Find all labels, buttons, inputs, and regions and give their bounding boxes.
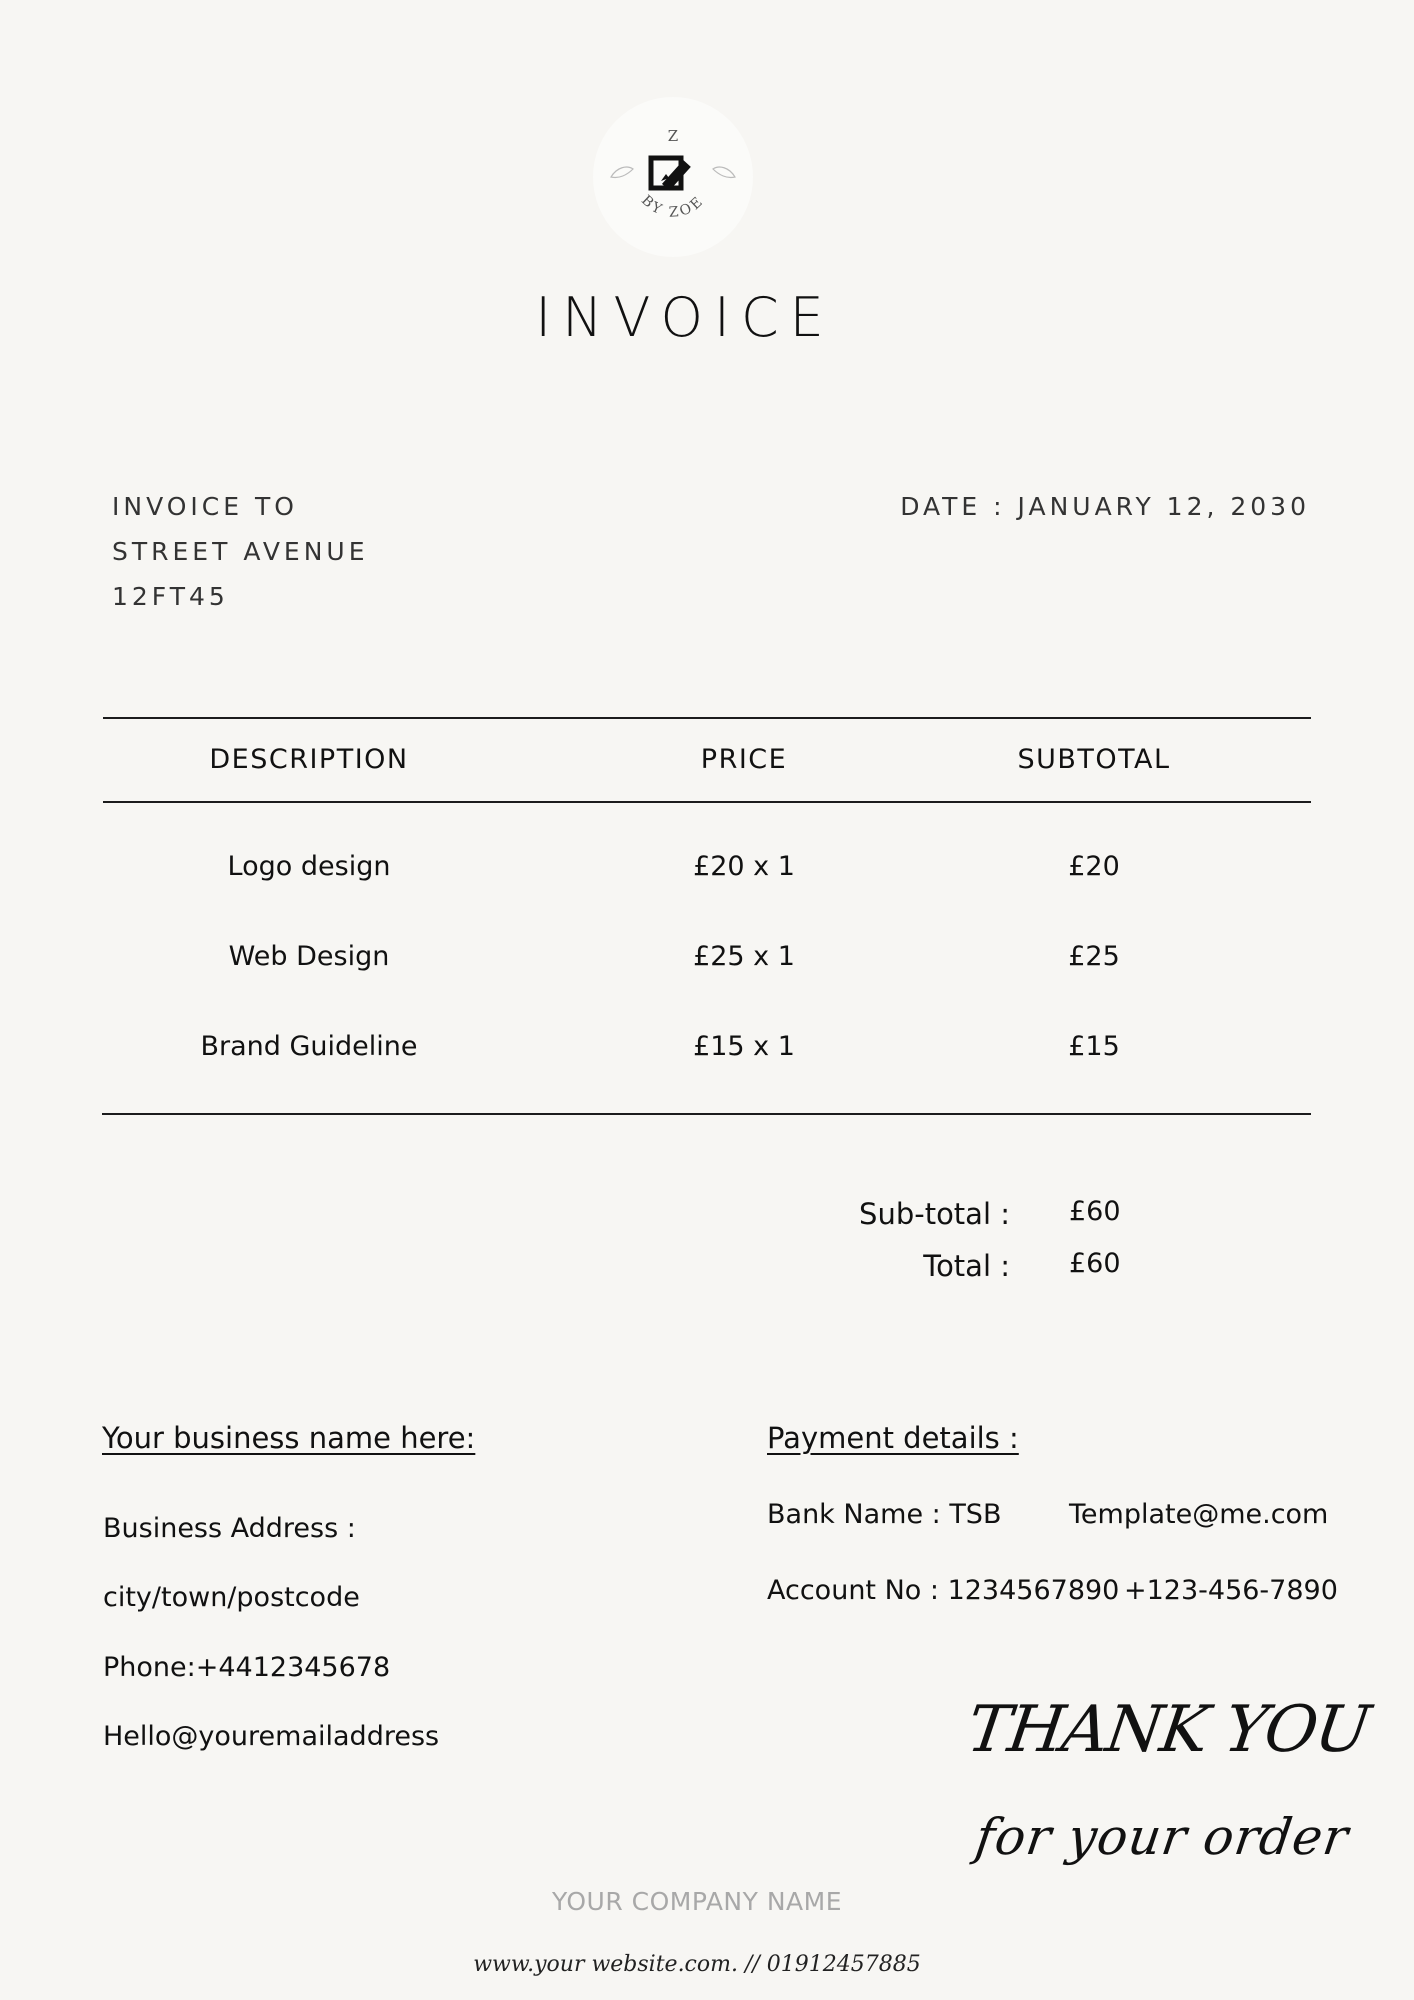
- invoice-to-code: 12FT45: [112, 582, 229, 611]
- header-description: DESCRIPTION: [209, 744, 409, 775]
- table-bottom-rule: [102, 1113, 1311, 1115]
- for-your-order-text: for your order: [971, 1808, 1353, 1866]
- row-2-subtotal: £25: [1068, 941, 1120, 972]
- payment-phone: +123-456-7890: [1124, 1575, 1338, 1606]
- row-3-description: Brand Guideline: [200, 1031, 418, 1062]
- header-subtotal: SUBTOTAL: [1017, 744, 1171, 775]
- logo-arc-text: [593, 97, 753, 257]
- footer-website-phone: www.your website.com. // 01912457885: [473, 1952, 921, 1977]
- row-1-description: Logo design: [227, 851, 391, 882]
- invoice-to-label: INVOICE TO: [112, 492, 298, 521]
- footer-company-name: YOUR COMPANY NAME: [551, 1887, 843, 1916]
- invoice-to-street: STREET AVENUE: [112, 537, 369, 566]
- payment-details-heading: Payment details :: [767, 1421, 1019, 1455]
- payment-account-number: Account No : 1234567890: [767, 1575, 1120, 1606]
- row-1-price: £20 x 1: [693, 851, 795, 882]
- page-title: INVOICE: [535, 286, 835, 349]
- business-name-heading: Your business name here:: [102, 1421, 476, 1455]
- business-address: Business Address :: [103, 1513, 356, 1544]
- row-2-price: £25 x 1: [693, 941, 795, 972]
- invoice-to-block: [112, 484, 369, 619]
- row-2-description: Web Design: [228, 941, 390, 972]
- subtotal-label: Sub-total :: [859, 1197, 1010, 1231]
- total-label: Total :: [923, 1249, 1010, 1283]
- total-value: £60: [1069, 1248, 1121, 1279]
- business-phone: Phone:+4412345678: [103, 1652, 391, 1683]
- subtotal-value: £60: [1069, 1196, 1121, 1227]
- row-3-price: £15 x 1: [693, 1031, 795, 1062]
- payment-email: Template@me.com: [1069, 1499, 1329, 1530]
- invoice-date: DATE : JANUARY 12, 2030: [900, 492, 1310, 521]
- row-3-subtotal: £15: [1068, 1031, 1120, 1062]
- business-city: city/town/postcode: [103, 1582, 360, 1613]
- payment-bank-name: Bank Name : TSB: [767, 1499, 1002, 1530]
- business-email: Hello@youremailaddress: [103, 1721, 440, 1752]
- row-1-subtotal: £20: [1068, 851, 1120, 882]
- thank-you-text: THANK YOU: [962, 1693, 1373, 1767]
- table-header-rule: [103, 801, 1311, 803]
- company-logo: [593, 97, 753, 257]
- svg-text:BY ZOE: BY ZOE: [638, 192, 708, 221]
- table-top-rule: [103, 717, 1311, 719]
- header-price: PRICE: [700, 744, 788, 775]
- logo-letter: Z: [667, 127, 679, 145]
